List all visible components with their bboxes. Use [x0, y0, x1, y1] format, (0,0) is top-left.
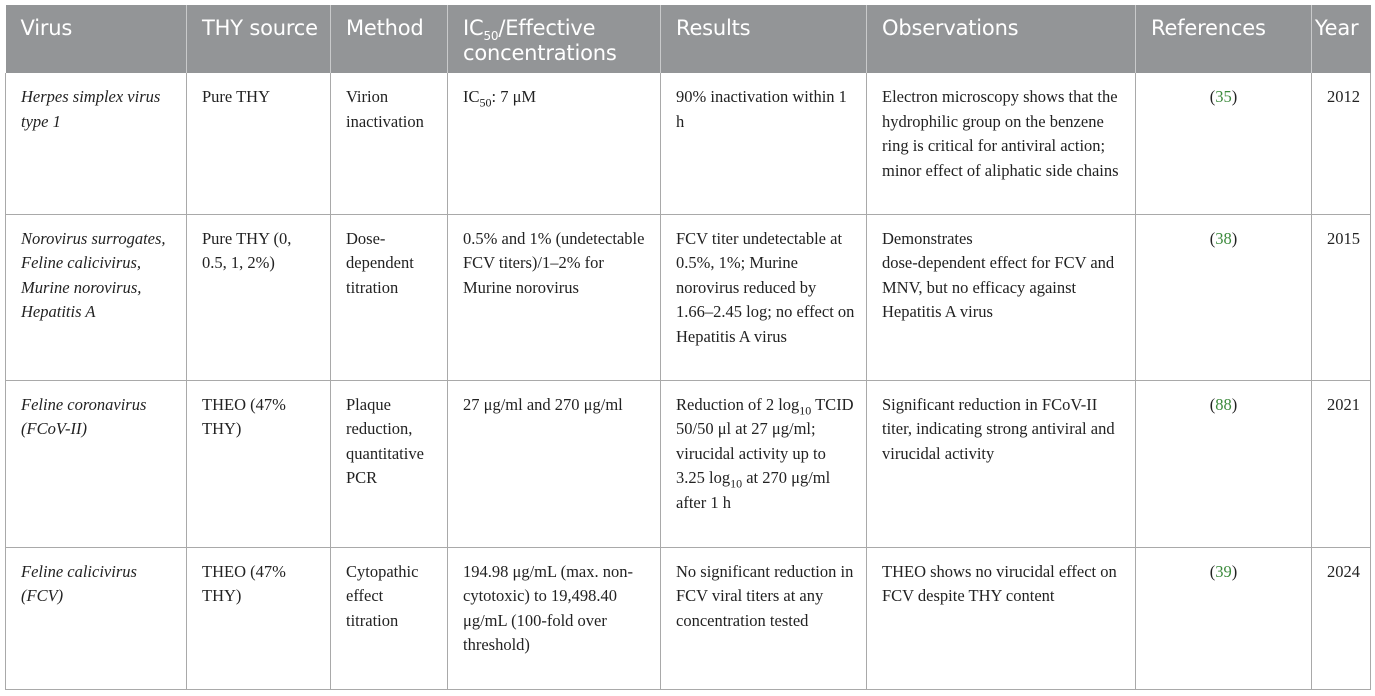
observation-line: Demonstrates: [882, 228, 973, 248]
table-row: [6, 547, 1371, 689]
reference-link[interactable]: 35: [1215, 87, 1232, 106]
header-virus: Virus: [20, 16, 73, 40]
header-references: References: [1136, 5, 1312, 73]
cell-method: Dose-dependent titration: [331, 214, 448, 380]
virus-thy-table: [5, 5, 1371, 690]
cell-concentrations: $IC_{50}$: 7 μM: [448, 73, 661, 214]
header-thy-source: THY source: [187, 5, 331, 73]
header-method: Method: [331, 5, 448, 73]
cell-virus: Feline calicivirus (FCV): [6, 547, 187, 689]
cell-thy-source: Pure THY: [187, 73, 331, 214]
cell-concentrations: 0.5% and 1% (undetectable FCV titers)/1–2% for Murine norovirus: [448, 214, 661, 380]
cell-concentrations: 27 μg/ml and 270 μg/ml: [448, 380, 661, 547]
header-row: [6, 5, 1371, 73]
cell-results: No significant reduction in FCV viral titers at any concentration tested: [661, 547, 867, 689]
cell-method: Plaque reduction, quantitative PCR: [331, 380, 448, 547]
table-row: [6, 214, 1371, 380]
cell-virus: [6, 214, 187, 380]
table-row: [6, 73, 1371, 214]
cell-virus: Herpes simplex virus type 1: [6, 73, 187, 214]
cell-observations: Electron microscopy shows that the hydrophilic group on the benzene ring is critical for antiviral action; minor effect of aliphatic side chains: [867, 73, 1136, 214]
reference-link[interactable]: 88: [1215, 394, 1232, 414]
header-year: Year: [1312, 5, 1371, 73]
virus-line: Murine norovirus,: [21, 277, 142, 297]
virus-line: Feline calicivirus,: [21, 253, 142, 272]
cell-thy-source: Pure THY (0, 0.5, 1, 2%): [187, 214, 331, 380]
cell-reference: (35): [1136, 73, 1312, 214]
cell-concentrations: 194.98 μg/mL (max. non-cytotoxic) to 19,498.40 μg/mL (100-fold over threshold): [448, 547, 661, 689]
cell-observations: [867, 214, 1136, 380]
cell-year: 2012: [1312, 73, 1371, 214]
header-ic50: $IC_{50}$/Effective concentrations: [448, 5, 661, 73]
cell-results: 90% inactivation within 1 h: [661, 73, 867, 214]
cell-observations: Significant reduction in FCoV-II titer, indicating strong antiviral and virucidal activity: [867, 380, 1136, 547]
cell-method: Virion inactivation: [331, 73, 448, 214]
cell-reference: (39): [1136, 547, 1312, 689]
cell-method: Cytopathic effect titration: [331, 547, 448, 689]
reference-link[interactable]: 39: [1215, 561, 1232, 581]
cell-thy-source: THEO (47% THY): [187, 380, 331, 547]
header-observations: Observations: [867, 5, 1136, 73]
cell-year: 2024: [1312, 547, 1371, 689]
header-results: Results: [661, 5, 867, 73]
cell-virus: Feline coronavirus (FCoV-II): [6, 380, 187, 547]
virus-line: Norovirus surrogates,: [21, 228, 166, 248]
reference-link[interactable]: 38: [1215, 228, 1232, 248]
cell-thy-source: THEO (47% THY): [187, 547, 331, 689]
cell-observations: THEO shows no virucidal effect on FCV despite THY content: [867, 547, 1136, 689]
observation-text: dose-dependent effect for FCV and MNV, but no efficacy against Hepatitis A virus: [882, 253, 1115, 321]
virus-line: Hepatitis A: [21, 302, 96, 321]
cell-results: FCV titer undetectable at 0.5%, 1%; Murine norovirus reduced by 1.66–2.45 log; no effect on Hepatitis A virus: [661, 214, 867, 380]
cell-results: Reduction of 2 $\log_{10}$ TCID 50/50 μl at 27 μg/ml; virucidal activity up to 3.25 $\log_{10}$ at 270 μg/ml after 1 h: [661, 380, 867, 547]
table-row: [6, 380, 1371, 547]
cell-year: 2015: [1312, 214, 1371, 380]
cell-reference: (88): [1136, 380, 1312, 547]
cell-reference: (38): [1136, 214, 1312, 380]
cell-year: 2021: [1312, 380, 1371, 547]
